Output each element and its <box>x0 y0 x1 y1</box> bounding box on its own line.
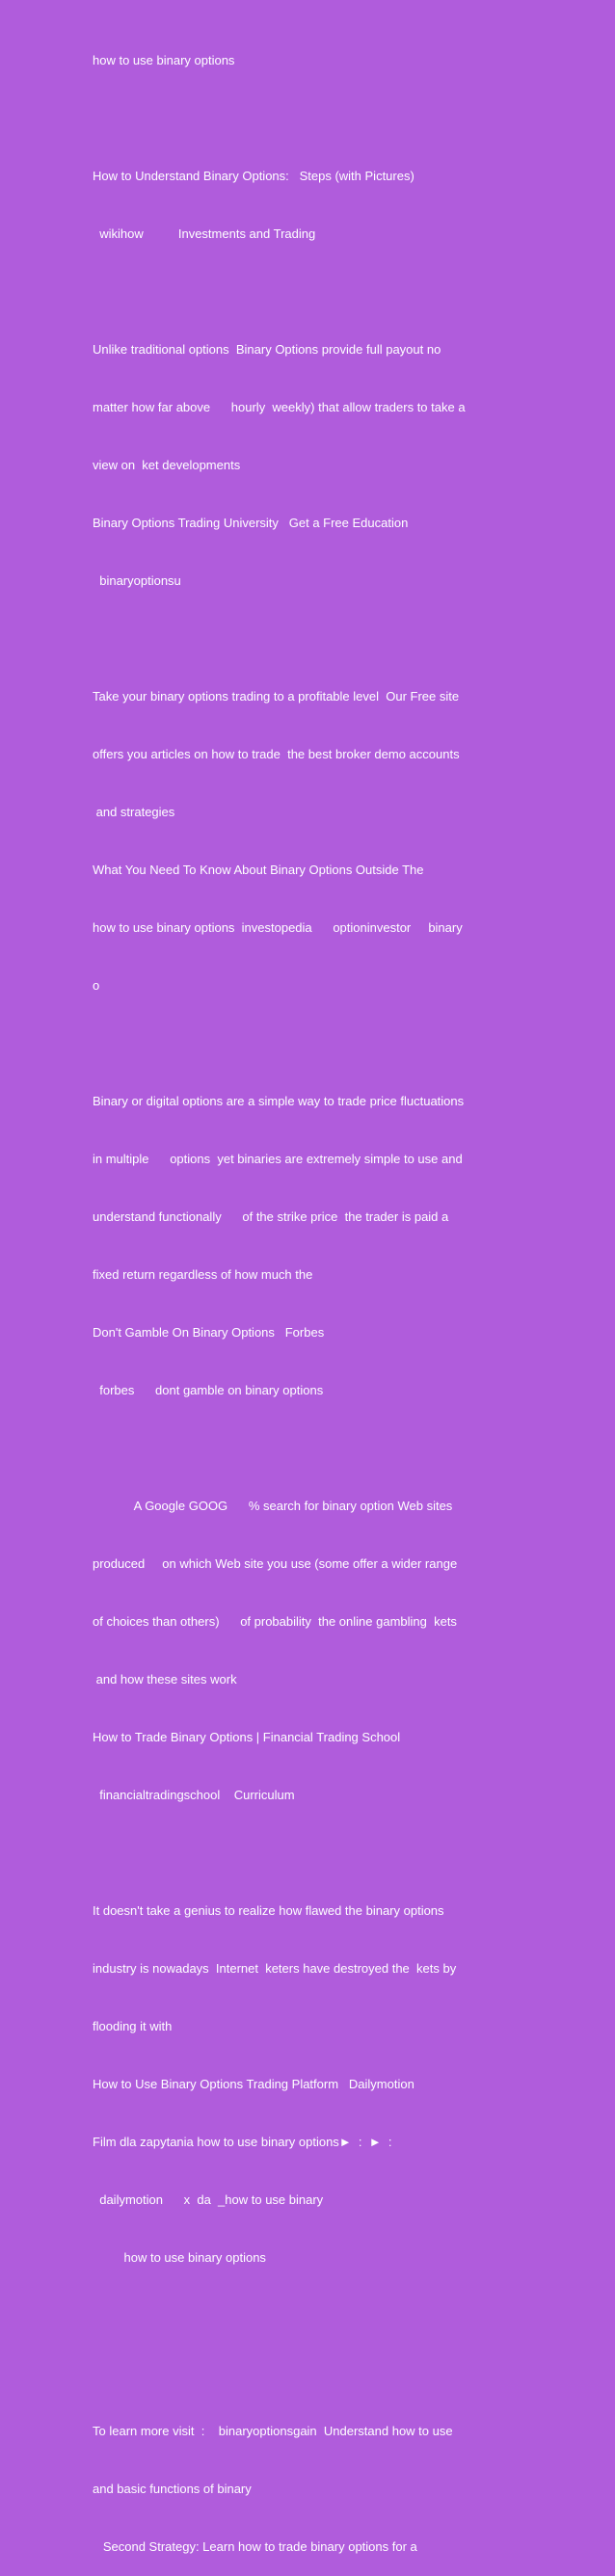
link-source[interactable]: binaryoptionsu <box>93 573 181 588</box>
link-source[interactable]: how to use binary options investopedia optioninvestor binary <box>93 920 463 935</box>
text-line: and how these sites work <box>93 1672 237 1686</box>
document-body <box>93 13 517 2576</box>
link-heading[interactable]: Binary Options Trading University Get a Free Education <box>93 516 409 530</box>
text-line: of choices than others) of probability the online gambling kets <box>93 1614 457 1629</box>
blank-line <box>93 2364 517 2383</box>
link-source[interactable]: dailymotion x da _how to use binary <box>93 2192 324 2207</box>
link-heading[interactable]: Don't Gamble On Binary Options Forbes <box>93 1325 325 1340</box>
text-line: produced on which Web site you use (some offer a wider range <box>93 1556 458 1571</box>
text-line: in multiple options yet binaries are extremely simple to use and <box>93 1152 463 1166</box>
text-line: view on ket developments <box>93 458 241 472</box>
link-source[interactable]: wikihow Investments and Trading <box>93 226 316 241</box>
blank-line <box>93 2306 517 2325</box>
link-heading[interactable]: What You Need To Know About Binary Options Outside The <box>93 863 424 877</box>
blank-line <box>93 1439 517 1458</box>
text-line: matter how far above hourly weekly) that allow traders to take a <box>93 400 466 414</box>
text-line: fixed return regardless of how much the <box>93 1267 313 1282</box>
link-heading[interactable]: How to Trade Binary Options | Financial Trading School <box>93 1730 401 1744</box>
link-source[interactable]: how to use binary options <box>93 2250 266 2265</box>
link-heading[interactable]: Film dla zapytania how to use binary options► : ► : <box>93 2135 392 2149</box>
text-line: industry is nowadays Internet keters have destroyed the kets by <box>93 1961 457 1976</box>
text-line: how to use binary options <box>93 53 235 67</box>
link-source[interactable]: financialtradingschool Curriculum <box>93 1788 295 1802</box>
text-line: Unlike traditional options Binary Options provide full payout no <box>93 342 441 357</box>
text-line: To learn more visit : binaryoptionsgain Understand how to use <box>93 2424 453 2438</box>
text-line: A Google GOOG % search for binary option Web sites <box>93 1499 453 1513</box>
text-line: and basic functions of binary <box>93 2482 252 2496</box>
blank-line <box>93 109 517 128</box>
blank-line <box>93 1034 517 1053</box>
link-source[interactable]: forbes dont gamble on binary options <box>93 1383 324 1397</box>
text-line: Second Strategy: Learn how to trade binary options for a <box>93 2539 417 2554</box>
text-line: and strategies <box>93 805 175 819</box>
blank-line <box>93 282 517 302</box>
text-line: Binary or digital options are a simple way to trade price fluctuations <box>93 1094 465 1108</box>
text-line: understand functionally of the strike price the trader is paid a <box>93 1209 449 1224</box>
text-line: Take your binary options trading to a profitable level Our Free site <box>93 689 460 704</box>
link-heading[interactable]: How to Understand Binary Options: Steps (with Pictures) <box>93 169 414 183</box>
text-line: It doesn't take a genius to realize how flawed the binary options <box>93 1903 444 1918</box>
text-line: offers you articles on how to trade the best broker demo accounts <box>93 747 460 761</box>
blank-line <box>93 629 517 649</box>
blank-line <box>93 1844 517 1863</box>
text-line: flooding it with <box>93 2019 173 2033</box>
link-heading[interactable]: How to Use Binary Options Trading Platform Dailymotion <box>93 2077 414 2091</box>
link-source[interactable]: o <box>93 978 100 993</box>
